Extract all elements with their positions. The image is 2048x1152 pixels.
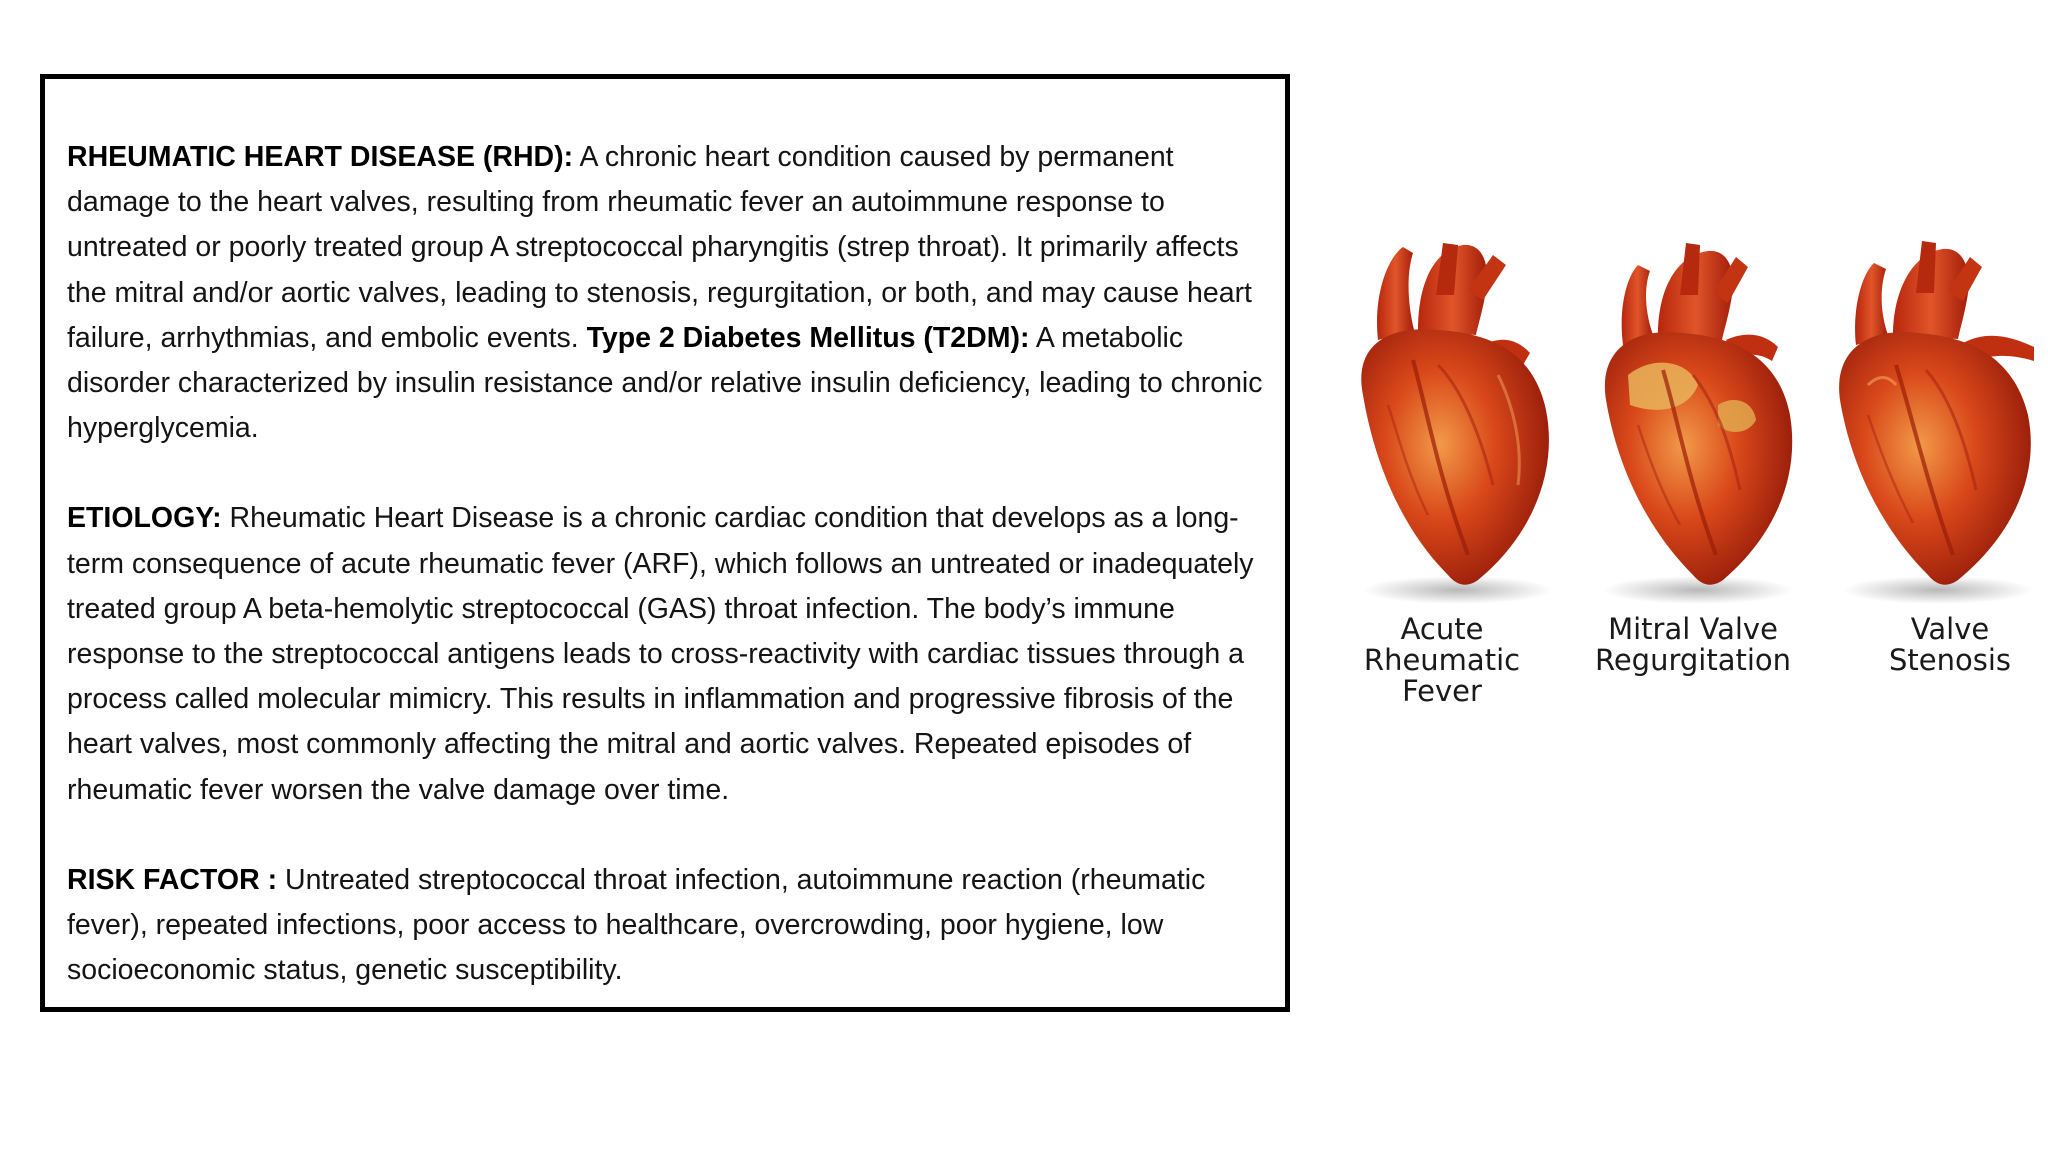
heart-figure-acute-rheumatic-fever [1318, 235, 1568, 610]
definition-panel [40, 74, 1290, 1012]
heart-caption-mitral-valve-regurgitation: Mitral Valve Regurgitation [1594, 612, 1792, 677]
rhd-paragraph [67, 135, 1263, 451]
risk-factor-body: Untreated streptococcal throat infection, autoimmune reaction (rheumatic fever), repeated infections, poor access to healthcare, overcrowding, poor hygiene, low socioeconomic status, genetic susceptibility. [67, 863, 1206, 987]
t2dm-heading: Type 2 Diabetes Mellitus (T2DM): [586, 321, 1030, 354]
risk-factor-paragraph [67, 858, 1263, 994]
heart-illustration-icon [1318, 235, 1568, 605]
rhd-body: A chronic heart condition caused by permanent damage to the heart valves, resulting from rheumatic fever an autoimmune response to untreated or poorly treated group A streptococcal pharyngitis (strep throat). It primarily affects the mitral and/or aortic valves, leading to stenosis, regurgitation, or both, and may cause heart failure, arrhythmias, and embolic events. [67, 141, 1252, 354]
heart-figure-mitral-valve-regurgitation [1568, 235, 1818, 610]
heart-figure-valve-stenosis [1808, 235, 2040, 610]
etiology-heading: ETIOLOGY: [67, 502, 222, 535]
etiology-paragraph [67, 496, 1263, 812]
heart-caption-acute-rheumatic-fever: Acute Rheumatic Fever [1363, 612, 1521, 708]
heart-caption-valve-stenosis: Valve Stenosis [1888, 612, 2012, 677]
etiology-body: Rheumatic Heart Disease is a chronic cardiac condition that develops as a long-term consequence of acute rheumatic fever (ARF), which follows an untreated or inadequately treated group A beta-hemolytic streptococcal (GAS) throat infection. The body’s immune response to the streptococcal antigens leads to cross-reactivity with cardiac tissues through a process called molecular mimicry. This results in inflammation and progressive fibrosis of the heart valves, most commonly affecting the mitral and aortic valves. Repeated episodes of rheumatic fever worsen the valve damage over time. [67, 502, 1254, 806]
heart-illustration-diseased-valve-icon [1568, 235, 1818, 605]
heart-illustration-icon [1808, 235, 2040, 605]
risk-factor-heading: RISK FACTOR : [67, 863, 278, 896]
rhd-heading: RHEUMATIC HEART DISEASE (RHD): [67, 141, 574, 173]
t2dm-body: A metabolic disorder characterized by insulin resistance and/or relative insulin deficiency, leading to chronic hyperglycemia. [67, 321, 1263, 445]
